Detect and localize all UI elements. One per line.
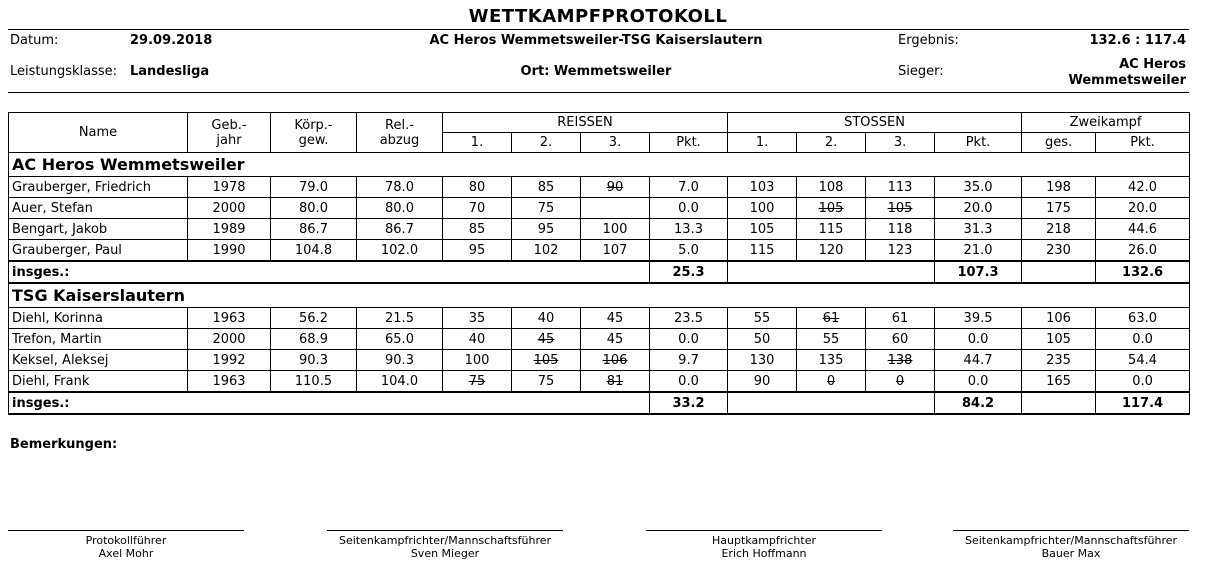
col-koerpergewicht: Körp.- gew. [271,113,357,153]
stossen-attempt-1: 55 [728,308,797,329]
team-total-label-text: insges. [12,395,65,411]
team-total-label: insges.: [9,392,650,414]
team-total-label-text: insges. [12,264,65,280]
birth-year: 1989 [188,219,271,240]
ergebnis-label: Ergebnis: [898,33,959,48]
signature-name: Bauer Max [1041,547,1101,560]
zweikampf-points: 0.0 [1096,329,1190,350]
zweikampf-total: 230 [1022,240,1096,262]
signature-role: Protokollführer [85,534,167,547]
zweikampf-total: 106 [1022,308,1096,329]
reissen-attempt-3: 100 [581,219,650,240]
zweikampf-points: 54.4 [1096,350,1190,371]
zweikampf-total: 235 [1022,350,1096,371]
body-weight: 86.7 [271,219,357,240]
relative-deduction: 104.0 [357,371,443,393]
reissen-points: 13.3 [650,219,728,240]
birth-year: 1963 [188,371,271,393]
stossen-attempt-1: 103 [728,177,797,198]
col-stossen-1: 1. [728,133,797,153]
athlete-name: Grauberger, Paul [9,240,188,262]
reissen-attempt-2: 45 [512,329,581,350]
reissen-attempt-3: 107 [581,240,650,262]
col-name: Name [9,113,188,153]
reissen-points: 0.0 [650,329,728,350]
stossen-points: 0.0 [935,371,1022,393]
col-relativabzug: Rel.- abzug [357,113,443,153]
header-top-rule [8,29,1189,30]
col-reissen: REISSEN [443,113,728,133]
stossen-attempt-1: 90 [728,371,797,393]
col-stossen-pkt: Pkt. [935,133,1022,153]
athlete-name: Auer, Stefan [9,198,188,219]
reissen-attempt-1: 85 [443,219,512,240]
col-reissen-3: 3. [581,133,650,153]
team-total-row [9,392,1190,414]
stossen-attempt-1: 105 [728,219,797,240]
reissen-attempt-3: 45 [581,329,650,350]
birth-year: 1992 [188,350,271,371]
athlete-name: Keksel, Aleksej [9,350,188,371]
body-weight: 110.5 [271,371,357,393]
stossen-attempt-2: 115 [797,219,866,240]
col-stossen: STOSSEN [728,113,1022,133]
empty-cell [728,392,935,414]
team-total-reissen: 33.2 [650,392,728,414]
stossen-attempt-1: 130 [728,350,797,371]
signature-role: Seitenkampfrichter/Mannschaftsführer [338,534,552,547]
relative-deduction: 21.5 [357,308,443,329]
stossen-attempt-2: 61 [797,308,866,329]
stossen-attempt-1: 50 [728,329,797,350]
team-name: AC Heros Wemmetsweiler [9,153,1190,177]
col-zweikampf-ges: ges. [1022,133,1096,153]
reissen-attempt-3: 90 [581,177,650,198]
zweikampf-total: 165 [1022,371,1096,393]
reissen-points: 9.7 [650,350,728,371]
athlete-name: Trefon, Martin [9,329,188,350]
reissen-points: 5.0 [650,240,728,262]
signature-name: Sven Mieger [410,547,480,560]
birth-year: 1978 [188,177,271,198]
athlete-name: Grauberger, Friedrich [9,177,188,198]
team-total-zweikampf: 132.6 [1096,261,1190,283]
sieger-label: Sieger: [898,64,944,79]
col-reissen-2: 2. [512,133,581,153]
reissen-points: 7.0 [650,177,728,198]
sieger-line2: Wemmetsweiler [1068,73,1186,88]
stossen-points: 44.7 [935,350,1022,371]
reissen-attempt-2: 85 [512,177,581,198]
athlete-name: Bengart, Jakob [9,219,188,240]
reissen-attempt-2: 40 [512,308,581,329]
datum-label: Datum: [10,33,59,48]
reissen-attempt-1: 35 [443,308,512,329]
athlete-row [9,219,1190,240]
body-weight: 104.8 [271,240,357,262]
signature-seitenkampfrichter-1 [327,530,563,560]
reissen-attempt-1: 100 [443,350,512,371]
stossen-attempt-2: 0 [797,371,866,393]
reissen-attempt-1: 80 [443,177,512,198]
reissen-points: 0.0 [650,371,728,393]
match-title: AC Heros Wemmetsweiler-TSG Kaiserslautern [429,33,763,48]
team-row [9,153,1190,177]
relative-deduction: 86.7 [357,219,443,240]
document-title: WETTKAMPFPROTOKOLL [468,6,728,27]
stossen-attempt-1: 115 [728,240,797,262]
signature-role: Seitenkampfrichter/Mannschaftsführer [964,534,1178,547]
athlete-row [9,350,1190,371]
reissen-attempt-1: 75 [443,371,512,393]
body-weight: 79.0 [271,177,357,198]
reissen-attempt-2: 102 [512,240,581,262]
team-row [9,283,1190,308]
reissen-attempt-2: 105 [512,350,581,371]
athlete-row [9,329,1190,350]
col-zweikampf: Zweikampf [1022,113,1190,133]
zweikampf-points: 42.0 [1096,177,1190,198]
stossen-attempt-3: 118 [866,219,935,240]
zweikampf-points: 63.0 [1096,308,1190,329]
col-reissen-1: 1. [443,133,512,153]
zweikampf-points: 26.0 [1096,240,1190,262]
ergebnis-value: 132.6 : 117.4 [1089,33,1186,48]
leistungsklasse-value: Landesliga [130,64,210,79]
zweikampf-points: 44.6 [1096,219,1190,240]
stossen-points: 21.0 [935,240,1022,262]
header-row-1 [9,113,1190,133]
reissen-attempt-2: 95 [512,219,581,240]
stossen-attempt-3: 123 [866,240,935,262]
reissen-attempt-3: 81 [581,371,650,393]
stossen-attempt-2: 135 [797,350,866,371]
team-name: TSG Kaiserslautern [9,283,1190,308]
col-gebjahr: Geb.- jahr [188,113,271,153]
birth-year: 1990 [188,240,271,262]
reissen-points: 0.0 [650,198,728,219]
reissen-attempt-2: 75 [512,198,581,219]
athlete-row [9,198,1190,219]
col-stossen-2: 2. [797,133,866,153]
athlete-name: Diehl, Korinna [9,308,188,329]
team-total-label: insges.: [9,261,650,283]
stossen-attempt-3: 138 [866,350,935,371]
reissen-points: 23.5 [650,308,728,329]
athlete-row [9,240,1190,262]
stossen-points: 20.0 [935,198,1022,219]
reissen-attempt-1: 40 [443,329,512,350]
team-total-stossen: 107.3 [935,261,1022,283]
zweikampf-total: 218 [1022,219,1096,240]
reissen-attempt-2: 75 [512,371,581,393]
zweikampf-points: 0.0 [1096,371,1190,393]
signature-name: Axel Mohr [98,547,154,560]
body-weight: 56.2 [271,308,357,329]
zweikampf-total: 175 [1022,198,1096,219]
birth-year: 2000 [188,329,271,350]
sieger-line1: AC Heros [1119,57,1186,72]
stossen-points: 0.0 [935,329,1022,350]
leistungsklasse-label: Leistungsklasse: [10,64,118,79]
signature-role: Hauptkampfrichter [712,534,816,547]
athlete-name: Diehl, Frank [9,371,188,393]
col-reissen-pkt: Pkt. [650,133,728,153]
results-table [8,112,1190,415]
col-zweikampf-pkt: Pkt. [1096,133,1190,153]
col-stossen-3: 3. [866,133,935,153]
zweikampf-total: 198 [1022,177,1096,198]
athlete-row [9,371,1190,393]
empty-cell [1022,261,1096,283]
signature-seitenkampfrichter-2 [953,530,1189,560]
stossen-attempt-3: 113 [866,177,935,198]
stossen-attempt-3: 0 [866,371,935,393]
team-total-zweikampf: 117.4 [1096,392,1190,414]
stossen-points: 35.0 [935,177,1022,198]
relative-deduction: 65.0 [357,329,443,350]
zweikampf-total: 105 [1022,329,1096,350]
stossen-attempt-1: 100 [728,198,797,219]
stossen-attempt-3: 60 [866,329,935,350]
stossen-attempt-2: 120 [797,240,866,262]
stossen-attempt-3: 105 [866,198,935,219]
birth-year: 1963 [188,308,271,329]
empty-cell [728,261,935,283]
reissen-attempt-1: 70 [443,198,512,219]
body-weight: 68.9 [271,329,357,350]
remarks-label: Bemerkungen: [10,437,118,452]
ort: Ort: Wemmetsweiler [520,64,672,79]
body-weight: 90.3 [271,350,357,371]
athlete-row [9,308,1190,329]
birth-year: 2000 [188,198,271,219]
team-total-row [9,261,1190,283]
reissen-attempt-3 [581,198,650,219]
stossen-attempt-2: 108 [797,177,866,198]
signature-hauptkampfrichter [646,530,882,560]
stossen-attempt-2: 105 [797,198,866,219]
signature-name: Erich Hoffmann [721,547,807,560]
stossen-points: 31.3 [935,219,1022,240]
body-weight: 80.0 [271,198,357,219]
signature-protokollfuehrer [8,530,244,560]
relative-deduction: 90.3 [357,350,443,371]
reissen-attempt-1: 95 [443,240,512,262]
athlete-row [9,177,1190,198]
header-bottom-rule [8,92,1189,93]
reissen-attempt-3: 45 [581,308,650,329]
stossen-attempt-3: 61 [866,308,935,329]
empty-cell [1022,392,1096,414]
stossen-attempt-2: 55 [797,329,866,350]
zweikampf-points: 20.0 [1096,198,1190,219]
datum-value: 29.09.2018 [130,33,213,48]
reissen-attempt-3: 106 [581,350,650,371]
relative-deduction: 78.0 [357,177,443,198]
team-total-stossen: 84.2 [935,392,1022,414]
stossen-points: 39.5 [935,308,1022,329]
relative-deduction: 102.0 [357,240,443,262]
relative-deduction: 80.0 [357,198,443,219]
team-total-reissen: 25.3 [650,261,728,283]
